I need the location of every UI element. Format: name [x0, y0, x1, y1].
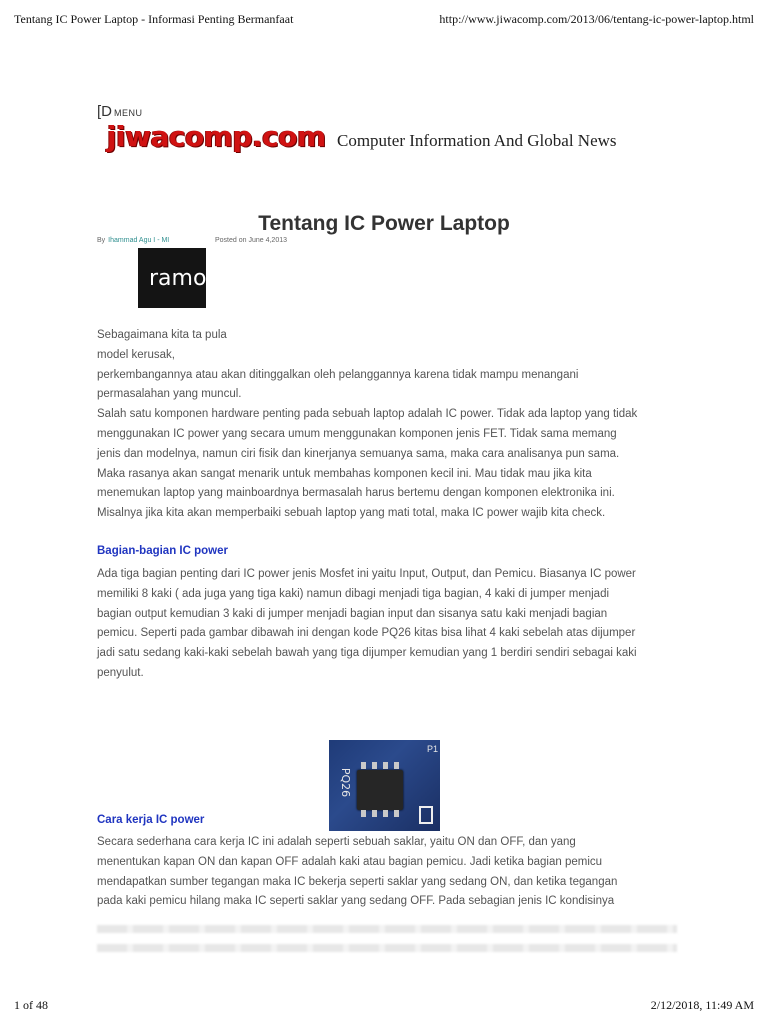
chip-pin [372, 762, 377, 769]
chip-pin [361, 762, 366, 769]
thumbnail-text: ramo [149, 266, 206, 291]
page-number: 1 of 48 [14, 998, 48, 1012]
post-date: Posted on June 4,2013 [215, 237, 288, 244]
text-line: Ada tiga bagian penting dari IC power jenis Mosfet ini yaitu Input, Output, dan Pemicu. Biasanya IC power [97, 568, 636, 580]
chip-code-label: PQ26 [339, 767, 353, 798]
text-line: menemukan laptop yang mainboardnya bermasalah harus bertemu dengan komponen elektronika ini. [97, 487, 615, 500]
text-line: bagian output kemudian 3 kaki di jumper menjadi bagian input dan sisanya satu kaki menjadi bagian [97, 607, 608, 620]
heading-bagian-bagian: Bagian-bagian IC power [97, 545, 228, 557]
text-line: pemicu. Seperti pada gambar dibawah ini dengan kode PQ26 kitas bisa lihat 4 kaki sebelah atas dijumper [97, 627, 636, 640]
chip-pin [372, 810, 377, 817]
menu-button[interactable] [97, 103, 143, 120]
chip-pin [394, 810, 399, 817]
text-line: Misalnya jika kita akan memperbaiki sebuah laptop yang mati total, maka IC power wajib kita check. [97, 507, 606, 520]
paragraph-cara-kerja [97, 833, 677, 912]
mosfet-chip [357, 770, 403, 810]
text-line: mendapatkan sumber tegangan maka IC bekerja seperti saklar yang sedang ON, dan ketika tegangan [97, 875, 618, 888]
text-line: penyulut. [97, 666, 144, 679]
text-line: Secara sederhana cara kerja IC ini adalah seperti sebuah saklar, yaitu ON dan OFF, dan yang [97, 836, 576, 848]
text-line: model kerusak, [97, 348, 175, 361]
chip-pin [383, 762, 388, 769]
author-link[interactable]: Ihammad Agu I - MI [108, 237, 170, 244]
capacitor-pad [419, 806, 433, 824]
paragraph-intro [97, 326, 677, 524]
chip-pin [383, 810, 388, 817]
byline-by: By [97, 237, 106, 244]
text-line: jadi satu sedang kaki-kaki sebelah bawah yang tiga dijumper kemudian yang 1 berdiri sendiri sebagai kaki [97, 647, 637, 660]
print-footer [14, 998, 754, 1014]
chip-pin [394, 762, 399, 769]
text-line: Sebagaimana kita ta pula [97, 329, 227, 341]
text-line: permasalahan yang muncul. [97, 388, 242, 401]
menu-icon: [D [97, 103, 112, 120]
chip-p1-label: P1 [427, 744, 439, 754]
faded-text-line [97, 944, 677, 952]
post-thumbnail [138, 248, 206, 308]
text-line: Maka rasanya akan sangat menarik untuk membahas komponen kecil ini. Mau tidak mau jika kita [97, 467, 592, 480]
text-line: perkembangannya atau akan ditinggalkan oleh pelanggannya karena tidak mampu menangani [97, 368, 579, 381]
text-line: menentukan kapan ON dan kapan OFF adalah kaki atau bagian pemicu. Jadi ketika bagian pemicu [97, 855, 603, 868]
faded-text-line [97, 925, 677, 933]
text-line: jenis dan modelnya, namun ciri fisik dan kinerjanya semuanya sama, maka cara analisanya pun sama. [97, 447, 620, 460]
chip-pin [361, 810, 366, 817]
print-page-title: Tentang IC Power Laptop - Informasi Penting Bermanfaat [14, 12, 294, 26]
heading-cara-kerja: Cara kerja IC power [97, 814, 205, 826]
print-page-url[interactable]: http://www.jiwacomp.com/2013/06/tentang-ic-power-laptop.html [439, 12, 754, 26]
text-line: pada kaki pemicu hilang maka IC seperti saklar yang sedang OFF. Pada sebagian jenis IC kondisinya [97, 895, 615, 908]
text-line: Salah satu komponen hardware penting pada sebuah laptop adalah IC power. Tidak ada laptop yang tidak [97, 408, 638, 421]
text-line: memiliki 8 kaki ( ada juga yang tiga kaki) namun dibagi menjadi tiga bagian, 4 kaki di jumper menjadi [97, 587, 610, 600]
paragraph-bagian [97, 565, 677, 684]
site-logo[interactable]: jiwacomp.com [107, 120, 326, 153]
text-line: menggunakan IC power yang secara umum menggunakan komponen jenis FET. Tidak sama memang [97, 427, 617, 440]
print-datetime: 2/12/2018, 11:49 AM [650, 998, 754, 1012]
print-header [14, 12, 754, 28]
post-title: Tentang IC Power Laptop [258, 212, 510, 235]
ic-power-photo [329, 740, 440, 831]
site-tagline: Computer Information And Global News [337, 131, 617, 150]
menu-label: MENU [114, 108, 143, 118]
post-byline [97, 237, 288, 244]
